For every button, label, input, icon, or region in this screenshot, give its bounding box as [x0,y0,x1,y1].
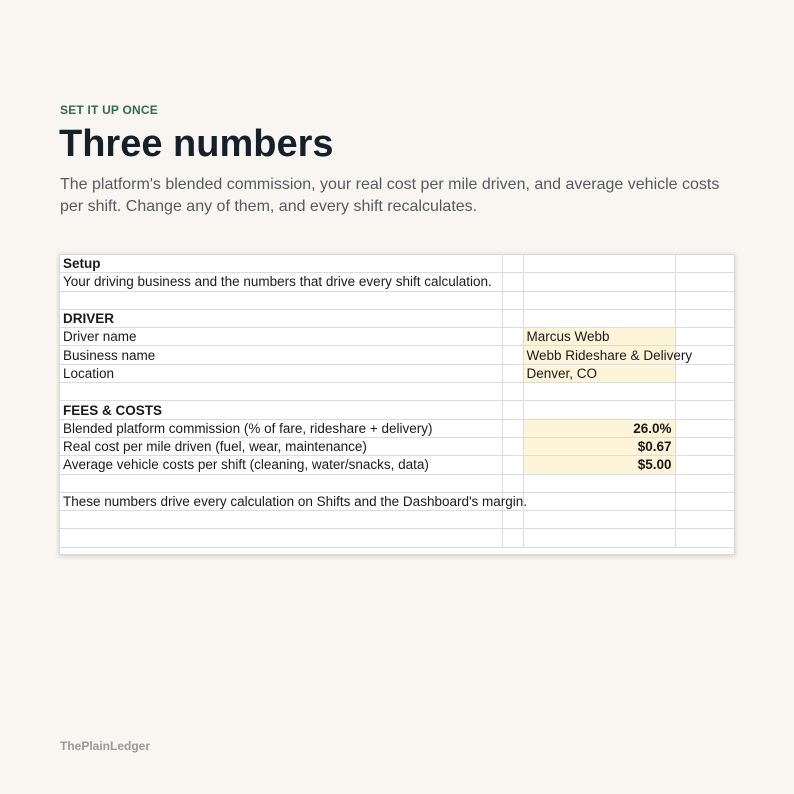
cell[interactable] [523,474,675,492]
label-shift-costs[interactable]: Average vehicle costs per shift (cleaning, water/snacks, data) [60,456,502,474]
cell[interactable] [60,511,502,529]
cell[interactable] [60,291,502,309]
cell[interactable] [502,401,523,419]
input-cost-per-mile[interactable]: $0.67 [523,437,675,455]
label-cost-per-mile[interactable]: Real cost per mile driven (fuel, wear, maintenance) [60,437,502,455]
sheet-grid [60,255,735,548]
row-cost-per-mile [60,437,735,455]
label-location[interactable]: Location [60,364,502,382]
spreadsheet-setup [59,254,735,555]
cell[interactable] [60,383,502,401]
cell[interactable] [502,364,523,382]
cell[interactable] [502,328,523,346]
sheet-title[interactable]: Setup [60,255,502,273]
cell[interactable] [502,309,523,327]
cell[interactable] [675,456,735,474]
cell[interactable] [523,273,675,291]
cell[interactable] [675,383,735,401]
cell[interactable] [675,401,735,419]
cell[interactable] [675,437,735,455]
cell[interactable] [675,328,735,346]
row-commission [60,419,735,437]
row-title [60,255,735,273]
cell[interactable] [502,437,523,455]
sheet-subtitle[interactable]: Your driving business and the numbers that drive every shift calculation. [60,273,502,291]
cell[interactable] [523,511,675,529]
row-note [60,492,735,510]
input-commission[interactable]: 26.0% [523,419,675,437]
brand-footer: ThePlainLedger [60,739,151,753]
row-blank [60,529,735,547]
label-business-name[interactable]: Business name [60,346,502,364]
row-business-name [60,346,735,364]
input-driver-name[interactable]: Marcus Webb [523,328,675,346]
page-title: Three numbers [59,123,334,165]
eyebrow-label: SET IT UP ONCE [60,103,158,117]
sheet-note[interactable]: These numbers drive every calculation on Shifts and the Dashboard's margin. [60,492,502,510]
label-commission[interactable]: Blended platform commission (% of fare, rideshare + delivery) [60,419,502,437]
input-business-name[interactable]: Webb Rideshare & Delivery [523,346,675,364]
cell[interactable] [502,291,523,309]
cell[interactable] [502,383,523,401]
row-blank [60,291,735,309]
cell[interactable] [675,255,735,273]
row-blank [60,383,735,401]
row-blank [60,511,735,529]
page-description: The platform's blended commission, your real cost per mile driven, and average vehicle costs per shift. Change any of them, and every shift recalculates. [60,176,720,215]
input-shift-costs[interactable]: $5.00 [523,456,675,474]
cell[interactable] [675,309,735,327]
row-fees-section [60,401,735,419]
cell[interactable] [502,273,523,291]
cell[interactable] [675,364,735,382]
cell[interactable] [523,309,675,327]
row-location [60,364,735,382]
row-blank [60,474,735,492]
input-location[interactable]: Denver, CO [523,364,675,382]
cell[interactable] [675,511,735,529]
cell[interactable] [523,291,675,309]
cell[interactable] [502,346,523,364]
cell[interactable] [523,401,675,419]
row-driver-name [60,328,735,346]
row-subtitle [60,273,735,291]
cell[interactable] [60,474,502,492]
label-driver-name[interactable]: Driver name [60,328,502,346]
cell[interactable] [502,529,523,547]
row-driver-section [60,309,735,327]
cell[interactable] [675,291,735,309]
cell[interactable] [502,511,523,529]
cell[interactable] [675,273,735,291]
cell[interactable] [675,529,735,547]
cell[interactable] [523,255,675,273]
row-shift-costs [60,456,735,474]
cell[interactable] [60,529,502,547]
cell[interactable] [675,492,735,510]
cell[interactable] [502,474,523,492]
cell[interactable] [523,383,675,401]
cell[interactable] [675,419,735,437]
cell[interactable] [502,419,523,437]
cell[interactable] [675,474,735,492]
section-header-driver[interactable]: DRIVER [60,309,502,327]
section-header-fees[interactable]: FEES & COSTS [60,401,502,419]
cell[interactable] [523,492,675,510]
cell[interactable] [523,529,675,547]
cell[interactable] [502,456,523,474]
cell[interactable] [502,255,523,273]
